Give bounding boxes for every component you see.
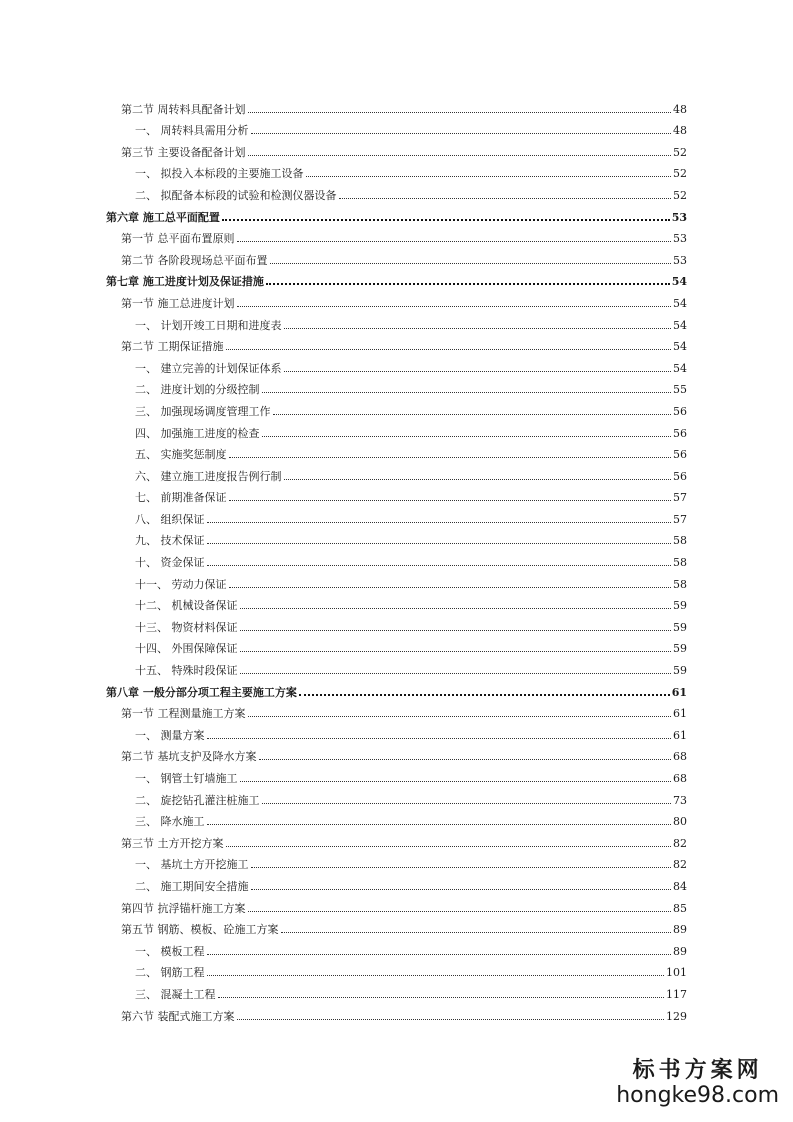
toc-page-number: 53 <box>673 232 687 246</box>
toc-subsection-row[interactable] <box>106 612 687 634</box>
toc-subsection-row[interactable] <box>106 547 687 569</box>
toc-entry-title: 八、 组织保证 <box>135 512 205 526</box>
toc-entry-title: 一、 建立完善的计划保证体系 <box>135 361 282 375</box>
toc-section-row[interactable] <box>106 893 687 915</box>
toc-dot-leader <box>248 911 672 912</box>
toc-page-number: 85 <box>673 901 687 915</box>
toc-page-number: 80 <box>673 815 687 829</box>
toc-dot-leader <box>270 263 672 264</box>
toc-entry-title: 第五节 钢筋、模板、砼施工方案 <box>121 923 279 937</box>
toc-page-number: 48 <box>673 102 687 116</box>
toc-dot-leader <box>240 673 672 674</box>
toc-page-number: 101 <box>666 966 687 980</box>
toc-subsection-row[interactable] <box>106 958 687 980</box>
toc-subsection-row[interactable] <box>106 655 687 677</box>
toc-entry-title: 第二节 各阶段现场总平面布置 <box>121 253 268 267</box>
toc-subsection-row[interactable] <box>106 440 687 462</box>
toc-page-number: 68 <box>673 750 687 764</box>
toc-page-number: 58 <box>673 556 687 570</box>
toc-dot-leader <box>306 176 672 177</box>
toc-dot-leader <box>226 349 672 350</box>
toc-dot-leader <box>251 867 672 868</box>
toc-subsection-row[interactable] <box>106 504 687 526</box>
toc-dot-leader <box>229 457 672 458</box>
toc-subsection-row[interactable] <box>106 353 687 375</box>
toc-entry-title: 第三节 主要设备配备计划 <box>121 145 246 159</box>
toc-entry-title: 十、 资金保证 <box>135 556 205 570</box>
toc-entry-title: 二、 拟配备本标段的试验和检测仪器设备 <box>135 188 337 202</box>
toc-dot-leader <box>237 241 672 242</box>
toc-entry-title: 第三节 土方开挖方案 <box>121 836 224 850</box>
toc-page-number: 89 <box>673 923 687 937</box>
toc-page-number: 54 <box>673 361 687 375</box>
toc-dot-leader <box>207 543 672 544</box>
toc-entry-title: 第六章 施工总平面配置 <box>106 210 220 224</box>
toc-page-number: 129 <box>666 1009 687 1023</box>
toc-entry-title: 二、 旋挖钻孔灌注桩施工 <box>135 793 260 807</box>
toc-page-number: 68 <box>673 772 687 785</box>
toc-entry-title: 二、 钢筋工程 <box>135 966 205 980</box>
toc-chapter-row[interactable] <box>106 677 687 699</box>
toc-dot-leader <box>339 198 672 199</box>
toc-subsection-row[interactable] <box>106 483 687 505</box>
toc-subsection-row[interactable] <box>106 785 687 807</box>
toc-section-row[interactable] <box>106 332 687 354</box>
toc-page-number: 82 <box>673 858 687 872</box>
toc-dot-leader <box>284 479 672 480</box>
toc-dot-leader <box>262 436 672 437</box>
toc-subsection-row[interactable] <box>106 310 687 332</box>
toc-section-row[interactable] <box>106 699 687 721</box>
toc-subsection-row[interactable] <box>106 591 687 613</box>
toc-entry-title: 第一节 施工总进度计划 <box>121 296 235 310</box>
toc-dot-leader <box>262 803 672 804</box>
toc-subsection-row[interactable] <box>106 159 687 181</box>
toc-page-number: 59 <box>673 599 687 613</box>
toc-subsection-row[interactable] <box>106 180 687 202</box>
toc-entry-title: 三、 混凝土工程 <box>135 987 216 1001</box>
toc-entry-title: 一、 模板工程 <box>135 944 205 958</box>
toc-dot-leader <box>248 155 672 156</box>
toc-dot-leader <box>284 371 672 372</box>
toc-dot-leader <box>281 932 672 933</box>
toc-page-number: 56 <box>673 448 687 462</box>
toc-subsection-row[interactable] <box>106 936 687 958</box>
toc-dot-leader <box>240 651 672 652</box>
toc-subsection-row[interactable] <box>106 375 687 397</box>
toc-page-number: 59 <box>673 664 687 678</box>
toc-subsection-row[interactable] <box>106 418 687 440</box>
toc-entry-title: 二、 施工期间安全措施 <box>135 879 249 893</box>
toc-entry-title: 一、 计划开竣工日期和进度表 <box>135 318 282 332</box>
watermark-cn: 标书方案网 <box>632 1058 763 1083</box>
toc-entry-title: 十二、 机械设备保证 <box>135 599 238 613</box>
toc-page-number: 57 <box>673 491 687 505</box>
toc-page-number: 59 <box>673 620 687 634</box>
toc-subsection-row[interactable] <box>106 807 687 829</box>
toc-entry-title: 九、 技术保证 <box>135 534 205 548</box>
toc-dot-leader <box>273 414 672 415</box>
toc-entry-title: 十五、 特殊时段保证 <box>135 664 238 678</box>
toc-page-number: 59 <box>673 642 687 656</box>
toc-dot-leader <box>207 975 665 976</box>
toc-entry-title: 一、 钢管土钉墙施工 <box>135 772 238 785</box>
watermark-en: hongke98.com <box>616 1083 779 1108</box>
toc-entry-title: 二、 进度计划的分级控制 <box>135 383 260 397</box>
toc-chapter-row[interactable] <box>106 267 687 289</box>
toc-dot-leader <box>207 824 672 825</box>
toc-page-number: 54 <box>673 318 687 332</box>
toc-page-number: 52 <box>673 145 687 159</box>
toc-entry-title: 五、 实施奖惩制度 <box>135 448 227 462</box>
toc-dot-leader <box>237 306 672 307</box>
toc-subsection-row[interactable] <box>106 871 687 893</box>
toc-page-number: 54 <box>671 275 687 289</box>
toc-page-number: 56 <box>673 404 687 418</box>
toc-entry-title: 十一、 劳动力保证 <box>135 577 227 591</box>
toc-page-number: 53 <box>671 210 687 224</box>
toc-dot-leader <box>240 630 672 631</box>
toc-section-row[interactable] <box>106 137 687 159</box>
toc-subsection-row[interactable] <box>106 979 687 1001</box>
toc-dot-leader <box>222 219 670 221</box>
toc-section-row[interactable] <box>106 288 687 310</box>
toc-page-number: 54 <box>673 296 687 310</box>
toc-dot-leader <box>240 608 672 609</box>
toc-entry-title: 一、 周转料具需用分析 <box>135 124 249 138</box>
toc-page-number: 61 <box>673 707 687 721</box>
toc-page-number: 55 <box>673 383 687 397</box>
toc-page-number: 61 <box>673 728 687 742</box>
toc-page-number: 52 <box>673 188 687 202</box>
toc-dot-leader <box>207 522 672 523</box>
toc-chapter-row[interactable] <box>106 202 687 224</box>
toc-entry-title: 第一节 总平面布置原则 <box>121 232 235 246</box>
toc-page-number: 48 <box>673 124 687 138</box>
toc-page-number: 56 <box>673 426 687 440</box>
toc-page-number: 82 <box>673 836 687 850</box>
toc-entry-title: 十四、 外围保障保证 <box>135 642 238 656</box>
toc-entry-title: 三、 加强现场调度管理工作 <box>135 404 271 418</box>
toc-dot-leader <box>207 954 672 955</box>
toc-entry-title: 十三、 物资材料保证 <box>135 620 238 634</box>
toc-entry-title: 一、 拟投入本标段的主要施工设备 <box>135 167 304 181</box>
toc-dot-leader <box>299 694 670 696</box>
toc-dot-leader <box>237 1019 665 1020</box>
toc-dot-leader <box>284 328 672 329</box>
toc-subsection-row[interactable] <box>106 461 687 483</box>
toc-entry-title: 一、 测量方案 <box>135 728 205 742</box>
toc-dot-leader <box>218 997 665 998</box>
toc-entry-title: 第二节 周转料具配备计划 <box>121 102 246 116</box>
toc-dot-leader <box>229 500 672 501</box>
toc-page-number: 58 <box>673 534 687 548</box>
toc-page-number: 58 <box>673 577 687 591</box>
toc-dot-leader <box>207 738 672 739</box>
toc-entry-title: 第二节 基坑支护及降水方案 <box>121 750 257 764</box>
toc-subsection-row[interactable] <box>106 634 687 656</box>
toc-page-number: 73 <box>673 793 687 807</box>
toc-entry-title: 七、 前期准备保证 <box>135 491 227 505</box>
toc-page-number: 52 <box>673 167 687 181</box>
toc-subsection-row[interactable] <box>106 396 687 418</box>
toc-page-number: 54 <box>673 340 687 354</box>
toc-dot-leader <box>248 716 672 717</box>
toc-dot-leader <box>207 565 672 566</box>
toc-entry-title: 第七章 施工进度计划及保证措施 <box>106 275 264 289</box>
toc-entry-title: 第四节 抗浮锚杆施工方案 <box>121 901 246 915</box>
table-of-contents <box>106 94 687 1023</box>
toc-entry-title: 四、 加强施工进度的检查 <box>135 426 260 440</box>
toc-dot-leader <box>248 112 672 113</box>
toc-dot-leader <box>262 392 672 393</box>
toc-page-number: 61 <box>671 685 687 699</box>
toc-dot-leader <box>251 133 672 134</box>
toc-page-number: 84 <box>673 879 687 893</box>
toc-subsection-row[interactable] <box>106 526 687 548</box>
toc-dot-leader <box>240 781 672 782</box>
toc-dot-leader <box>229 587 672 588</box>
toc-dot-leader <box>259 759 672 760</box>
toc-section-row[interactable] <box>106 742 687 764</box>
toc-entry-title: 第八章 一般分部分项工程主要施工方案 <box>106 685 297 699</box>
toc-page-number: 56 <box>673 469 687 483</box>
toc-page-number: 89 <box>673 944 687 958</box>
toc-subsection-row[interactable] <box>106 116 687 138</box>
toc-subsection-row[interactable] <box>106 720 687 742</box>
toc-subsection-row[interactable] <box>106 850 687 872</box>
toc-entry-title: 第六节 装配式施工方案 <box>121 1009 235 1023</box>
toc-section-row[interactable] <box>106 828 687 850</box>
toc-page-number: 57 <box>673 512 687 526</box>
toc-section-row[interactable] <box>106 915 687 937</box>
toc-entry-title: 六、 建立施工进度报告例行制 <box>135 469 282 483</box>
toc-entry-title: 一、 基坑土方开挖施工 <box>135 858 249 872</box>
toc-section-row[interactable] <box>106 1001 687 1023</box>
toc-section-row[interactable] <box>106 224 687 246</box>
toc-subsection-row[interactable] <box>106 569 687 591</box>
toc-entry-title: 三、 降水施工 <box>135 815 205 829</box>
toc-page-number: 117 <box>666 987 687 1001</box>
toc-dot-leader <box>266 283 670 285</box>
toc-dot-leader <box>226 846 672 847</box>
toc-page-number: 53 <box>673 253 687 267</box>
toc-section-row[interactable] <box>106 94 687 116</box>
toc-entry-title: 第二节 工期保证措施 <box>121 340 224 354</box>
toc-section-row[interactable] <box>106 245 687 267</box>
toc-dot-leader <box>251 889 672 890</box>
toc-entry-title: 第一节 工程测量施工方案 <box>121 707 246 721</box>
watermark-logo <box>616 1058 779 1108</box>
toc-subsection-row[interactable] <box>106 763 687 785</box>
